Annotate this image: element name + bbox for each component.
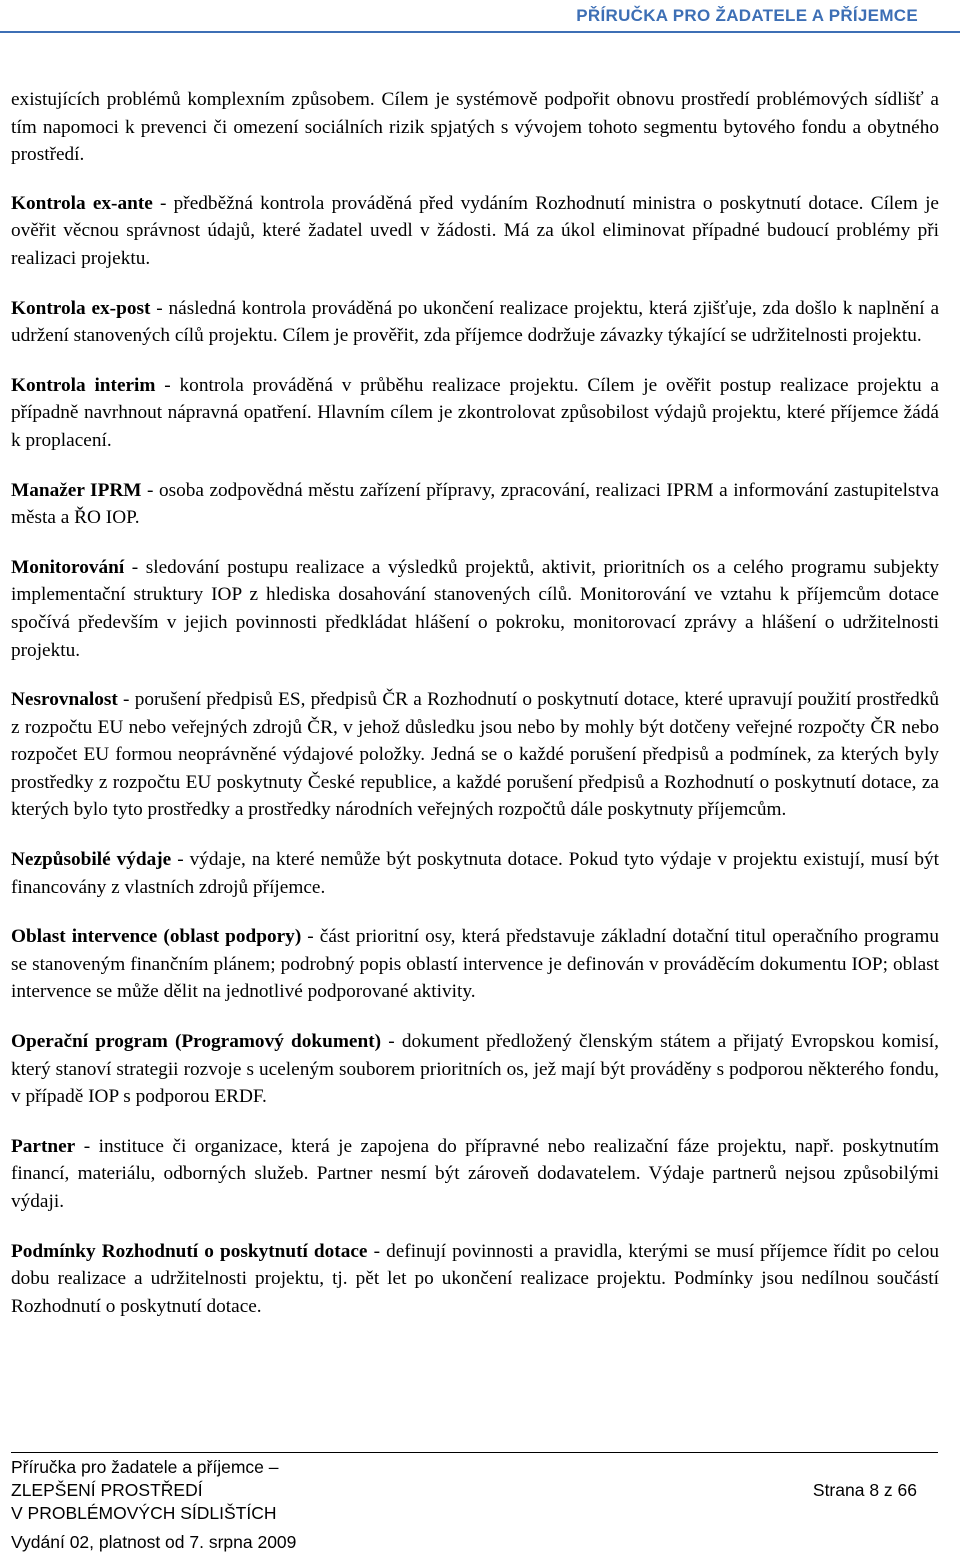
definition-term: Kontrola interim xyxy=(11,374,156,396)
definition-term: Partner xyxy=(11,1135,76,1157)
footer-publication-info xyxy=(11,1456,296,1554)
running-header-title: PŘÍRUČKA PRO ŽADATELE A PŘÍJEMCE xyxy=(576,6,918,25)
definition-text: - část prioritní osy, která představuje základní dotační titul operačního programu se stanoveným finančním plánem; podrobný popis oblastí intervence je definován v prováděcím dokumentu IOP; oblast intervence se může dělit na jednotlivé podporované aktivity. xyxy=(11,926,939,1003)
definition-partner xyxy=(11,1133,939,1216)
definition-text: - výdaje, na které nemůže být poskytnuta dotace. Pokud tyto výdaje v projektu existují, musí být financovány z vlastních zdrojů příjemce. xyxy=(11,849,939,898)
definition-text: - následná kontrola prováděná po ukončení realizace projektu, která zjišťuje, zda došlo k naplnění a udržení stanovených cílů projektu. Cílem je prověřit, zda příjemce dodržuje závazky týkající se udržitelnosti projektu. xyxy=(11,297,940,347)
definition-kontrola-ex-post xyxy=(11,295,939,350)
definition-monitorovani xyxy=(11,554,939,664)
definition-oblast-intervence xyxy=(11,923,939,1006)
definition-term: Podmínky Rozhodnutí o poskytnutí dotace xyxy=(11,1240,368,1262)
definition-text: - předběžná kontrola prováděná před vydáním Rozhodnutí ministra o poskytnutí dotace. Cílem je ověřit věcnou správnost údajů, které žadatel uvedl v žádosti. Má za úkol eliminovat případné budoucí problémy při realizaci projektu. xyxy=(11,192,939,269)
definition-text: - porušení předpisů ES, předpisů ČR a Rozhodnutí o poskytnutí dotace, které upravují použití prostředků z rozpočtu EU nebo veřejných zdrojů ČR, v jehož důsledku jsou nebo by mohly být dotčeny veřejné rozpočty ČR nebo rozpočet EU formou neoprávněné výdajové položky. Jedná se o každé porušení předpisů a podmínek, za kterých byly prostředky z rozpočtu EU poskytnuty České republice, a každé porušení předpisů a Rozhodnutí o poskytnutí dotace, za kterých bylo tyto prostředky a prostředky národních veřejných rozpočtů dále poskytnuty příjemcům. xyxy=(11,689,939,821)
definition-term: Operační program (Programový dokument) xyxy=(11,1031,382,1053)
definition-kontrola-interim xyxy=(11,372,939,455)
footer-edition: Vydání 02, platnost od 7. srpna 2009 xyxy=(11,1532,297,1552)
definition-term: Nesrovnalost xyxy=(11,689,118,711)
definition-text: - definují povinnosti a pravidla, kterými se musí příjemce řídit po celou dobu realizace a udržitelnosti projektu, tj. pět let po ukončení realizace projektu. Podmínky jsou nedílnou součástí Rozhodnutí o poskytnutí dotace. xyxy=(11,1240,939,1317)
definition-term: Monitorování xyxy=(11,556,125,578)
definition-podminky-rozhodnuti xyxy=(11,1238,939,1321)
header-rule xyxy=(0,31,960,33)
intro-paragraph: existujících problémů komplexním způsobem. Cílem je systémově podpořit obnovu prostředí problémových sídlišť a tím napomoci k prevenci či omezení sociálních rizik spjatých s vývojem tohoto segmentu bytového fondu a obytného prostředí. xyxy=(11,89,939,166)
definition-term: Nezpůsobilé výdaje xyxy=(11,849,172,871)
footer-rule xyxy=(11,1452,938,1453)
definition-kontrola-ex-ante xyxy=(11,190,939,273)
definition-term: Kontrola ex-post xyxy=(11,297,151,319)
document-body xyxy=(11,86,939,1342)
definition-term: Kontrola ex-ante xyxy=(11,192,153,214)
definition-manazer-iprm xyxy=(11,477,939,532)
definition-nesrovnalost xyxy=(11,686,939,824)
definition-term: Oblast intervence (oblast podpory) xyxy=(11,926,302,948)
definition-nezpusobile-vydaje xyxy=(11,846,939,901)
footer-line-1: Příručka pro žadatele a příjemce – xyxy=(11,1457,279,1477)
definition-text: - dokument předložený členským státem a přijatý Evropskou komisí, který stanoví strategii rozvoje s uceleným souborem prioritních os, jež mají být prováděny s podporou některého fondu, v případě IOP s podporou ERDF. xyxy=(11,1031,939,1108)
definition-operacni-program xyxy=(11,1028,939,1111)
definition-term: Manažer IPRM xyxy=(11,479,142,501)
footer-line-3: V PROBLÉMOVÝCH SÍDLIŠTÍCH xyxy=(11,1503,277,1523)
footer-line-2: ZLEPŠENÍ PROSTŘEDÍ xyxy=(11,1480,203,1500)
definition-text: - instituce či organizace, která je zapojena do přípravné nebo realizační fáze projektu, např. poskytnutím financí, materiálu, odborných služeb. Partner nesmí být zároveň dodavatelem. Výdaje partnerů nejsou způsobilými výdaji. xyxy=(11,1135,939,1212)
definition-text: - sledování postupu realizace a výsledků projektů, aktivit, prioritních os a celého programu subjekty implementační struktury IOP z hlediska dosahování stanovených cílů. Monitorování ve vztahu k příjemcům dotace spočívá především v jejich povinnosti předkládat hlášení o pokroku, monitorovací zprávy a hlášení o udržitelnosti projektu. xyxy=(11,556,939,661)
page-number: Strana 8 z 66 xyxy=(812,1480,917,1500)
definition-text: - osoba zodpovědná městu zařízení přípravy, zpracování, realizaci IPRM a informování zastupitelstva města a ŘO IOP. xyxy=(11,479,939,529)
definition-text: - kontrola prováděná v průběhu realizace projektu. Cílem je ověřit postup realizace projektu a případně navrhnout nápravná opatření. Hlavním cílem je zkontrolovat způsobilost výdajů projektu, které příjemce žádá k proplacení. xyxy=(11,374,939,451)
